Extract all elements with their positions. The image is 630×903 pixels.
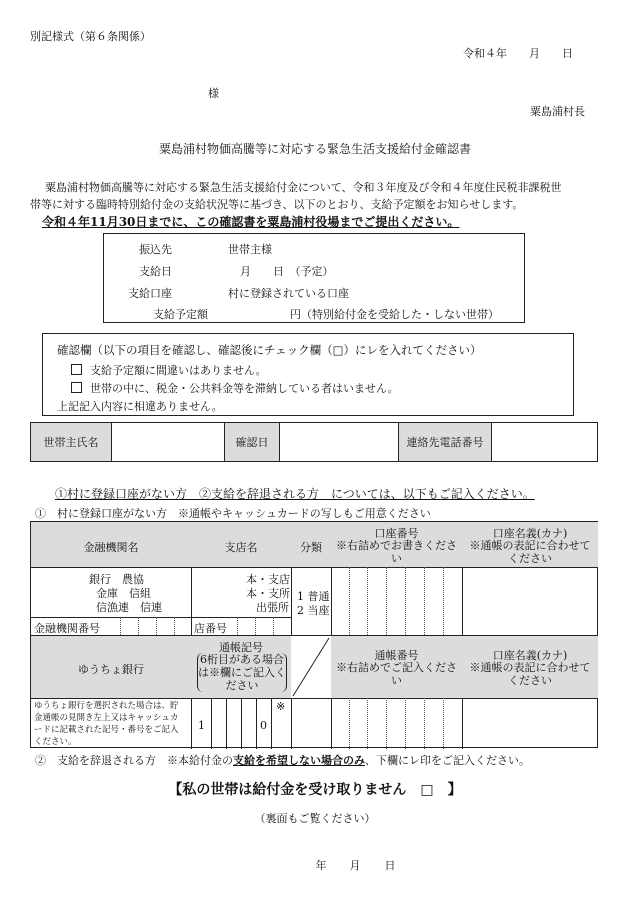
date-line: 令和４年 月 日 bbox=[463, 47, 573, 60]
payment-info-box bbox=[103, 233, 525, 323]
holder-note: ※通帳の表記に合わせてください bbox=[469, 539, 591, 565]
symbol-first-digit: 1 bbox=[198, 719, 205, 732]
section1-heading: ① 村に登録口座がない方 ※通帳やキャッシュカードの写しもご用意ください bbox=[35, 507, 431, 520]
confirmation-footer: 上記記入内容に相違ありません。 bbox=[57, 400, 223, 413]
account-type: 1 普通 bbox=[297, 590, 330, 603]
account-header: 口座番号 bbox=[374, 527, 419, 540]
branch-code-label: 店番号 bbox=[194, 622, 227, 635]
yucho-label: ゆうちょ銀行 bbox=[78, 663, 144, 676]
document-title: 粟島浦村物価高騰等に対応する緊急生活支援給付金確認書 bbox=[158, 142, 471, 156]
yucho-holder-note: ※通帳の表記に合わせてください bbox=[469, 661, 591, 687]
bank-type: 銀行 農協 bbox=[89, 573, 144, 586]
issuer: 粟島浦村長 bbox=[530, 105, 585, 118]
confirm-date-label: 確認日 bbox=[225, 423, 280, 462]
payment-label: 支給日 bbox=[139, 265, 172, 278]
passbook-symbol-header: 通帳記号 bbox=[219, 641, 263, 654]
branch-type: 本・支所 bbox=[246, 587, 290, 600]
confirmation-heading: 確認欄（以下の項目を確認し、確認後にチェック欄（□）にレを入れてください） bbox=[57, 343, 482, 357]
mark: ※ bbox=[276, 700, 286, 713]
intro-line-1: 粟島浦村物価高騰等に対応する緊急生活支援給付金について、令和３年度及び令和４年度住民税非課税世 bbox=[45, 181, 562, 194]
bank-account-table bbox=[30, 521, 598, 748]
payment-label: 支給口座 bbox=[128, 287, 172, 300]
bank-type: 信漁連 信連 bbox=[96, 601, 162, 614]
bank-code-label: 金融機関番号 bbox=[34, 622, 100, 635]
slash-divider bbox=[291, 636, 331, 698]
yucho-instruction: ゆうちょ銀行を選択された場合は、貯金通帳の見開き左上又はキャッシュカードに記載された記号・番号をご記入ください。 bbox=[34, 701, 179, 747]
phone-label: 連絡先電話番号 bbox=[399, 423, 492, 462]
payment-value: 世帯主様 bbox=[228, 243, 272, 256]
passbook-symbol-note: 6桁目がある場合は※欄にご記入ください bbox=[198, 653, 286, 692]
bank-type: 金庫 信組 bbox=[96, 587, 151, 600]
type-header: 分類 bbox=[300, 541, 322, 554]
branch-type: 本・支店 bbox=[246, 573, 290, 586]
yucho-holder-header: 口座名義(カナ) bbox=[492, 649, 568, 662]
intro-line-2: 帯等に対する臨時特別給付金の支給状況等に基づき、以下のとおり、支給予定額をお知らせします。 bbox=[30, 198, 524, 211]
payment-label: 支給予定額 bbox=[153, 308, 208, 321]
confirmation-box bbox=[42, 333, 574, 416]
branch-header: 支店名 bbox=[224, 541, 258, 554]
holder-header: 口座名義(カナ) bbox=[492, 527, 568, 540]
payment-value: 月 日 （予定） bbox=[240, 265, 334, 278]
deadline-notice: 令和４年11月30日までに、この確認書を粟島浦村役場までご提出ください。 bbox=[42, 215, 460, 229]
passbook-number-note: ※右詰めでご記入ください bbox=[336, 661, 457, 687]
checkbox[interactable] bbox=[71, 364, 82, 375]
checkbox[interactable] bbox=[71, 382, 82, 393]
confirm-date-field[interactable]: 年 月 日 bbox=[280, 423, 399, 462]
form-number: 別記様式（第６条関係） bbox=[30, 30, 151, 43]
household-name-label: 世帯主氏名 bbox=[31, 423, 112, 462]
decline-statement[interactable]: 【私の世帯は給付金を受け取りません □ 】 bbox=[168, 782, 462, 798]
passbook-number-header: 通帳番号 bbox=[374, 649, 419, 662]
account-note: ※右詰めでお書きください bbox=[336, 539, 457, 565]
confirmation-item[interactable]: 世帯の中に、税金・公共料金等を滞納している者はいません。 bbox=[71, 380, 399, 396]
payment-value: 円（特別給付金を受給した・しない世帯） bbox=[290, 308, 499, 321]
bank-header: 金融機関名 bbox=[83, 541, 139, 554]
payment-value: 村に登録されている口座 bbox=[228, 287, 349, 300]
phone-field[interactable] bbox=[492, 423, 598, 462]
household-name-field[interactable] bbox=[112, 423, 225, 462]
section2-heading: ② 支給を辞退される方 ※本給付金の支給を希望しない場合のみ、下欄にレ印をご記入ください。 bbox=[35, 754, 530, 767]
notice: ①村に登録口座がない方 ②支給を辞退される方 については、以下もご記入ください。 bbox=[55, 487, 535, 501]
account-type: 2 当座 bbox=[297, 604, 330, 617]
addressee-suffix: 様 bbox=[208, 87, 219, 100]
footer-note: （裏面もご覧ください） bbox=[254, 812, 376, 825]
payment-label: 振込先 bbox=[139, 243, 172, 256]
branch-type: 出張所 bbox=[256, 601, 289, 614]
symbol-last-digit: 0 bbox=[260, 719, 267, 732]
confirmation-item[interactable]: 支給予定額に間違いはありません。 bbox=[71, 362, 267, 378]
